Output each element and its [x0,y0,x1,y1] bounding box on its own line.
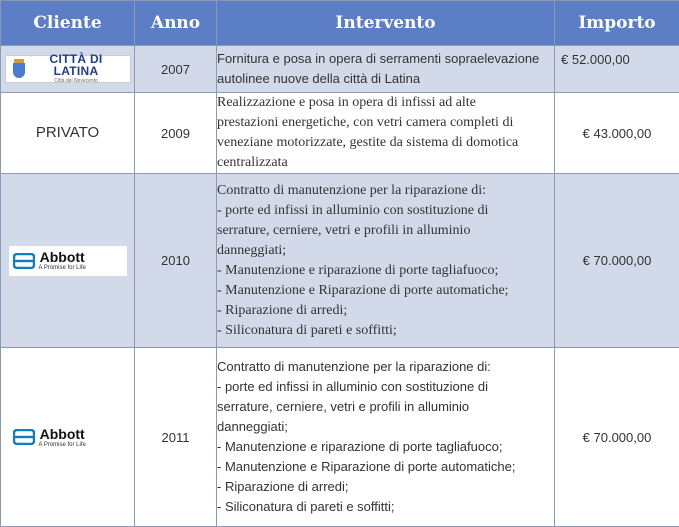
work-line: danneggiati; [217,417,554,437]
header-work: Intervento [217,1,555,46]
citta-di-latina-logo [5,55,131,83]
work-line: - Siliconatura di pareti e soffitti; [217,321,554,341]
work-line: - Manutenzione e Riparazione di porte automatiche; [217,281,554,301]
work-line: - Riparazione di arredi; [217,301,554,321]
client-cell [1,174,135,348]
work-line: veneziane motorizzate, gestite da sistema di domotica [217,133,554,153]
work-line: serrature, cerniere, vetri e profili in alluminio [217,397,554,417]
abbott-brand: Abbott [39,427,86,441]
table-row [1,46,679,93]
abbott-slogan: A Promise for Life [39,442,86,448]
abbott-logo [9,246,127,276]
header-price: Importo [555,1,679,46]
work-line: Fornitura e posa in opera di serramenti sopraelevazione [217,49,554,69]
price-cell: € 70.000,00 [555,348,679,527]
client-cell [1,93,135,174]
work-line: - Manutenzione e Riparazione di porte automatiche; [217,457,554,477]
work-line: autolinee nuove della città di Latina [217,69,554,89]
work-cell [217,93,555,174]
work-line: - porte ed infissi in alluminio con sostituzione di [217,377,554,397]
abbott-mark-icon [13,253,35,269]
work-line: - Riparazione di arredi; [217,477,554,497]
work-cell [217,348,555,527]
work-line: Realizzazione e posa in opera di infissi ad alte [217,93,554,113]
work-cell [217,46,555,93]
price-cell: € 52.000,00 [555,46,679,93]
table-row [1,348,679,527]
year-cell: 2011 [135,348,217,527]
header-client: Cliente [1,1,135,46]
price-cell: € 70.000,00 [555,174,679,348]
year-cell: 2007 [135,46,217,93]
work-line: - Siliconatura di pareti e soffitti; [217,497,554,517]
client-cell [1,46,135,93]
client-private-label: PRIVATO [36,124,99,141]
work-line: - Manutenzione e riparazione di porte tagliafuoco; [217,261,554,281]
work-cell [217,174,555,348]
abbott-slogan: A Promise for Life [39,265,86,271]
work-line: Contratto di manutenzione per la riparazione di: [217,357,554,377]
work-line: - Manutenzione e riparazione di porte tagliafuoco; [217,437,554,457]
year-cell: 2010 [135,174,217,348]
client-cell [1,348,135,527]
work-line: danneggiati; [217,241,554,261]
work-line: serrature, cerniere, vetri e profili in alluminio [217,221,554,241]
abbott-brand: Abbott [39,250,86,264]
year-cell: 2009 [135,93,217,174]
abbott-mark-icon [13,429,35,445]
work-line: Contratto di manutenzione per la riparazione di: [217,181,554,201]
header-row [1,1,679,46]
header-year: Anno [135,1,217,46]
table-row [1,174,679,348]
latina-crest-icon [12,59,25,79]
work-line: - porte ed infissi in alluminio con sostituzione di [217,201,554,221]
work-line: centralizzata [217,153,554,173]
work-line: prestazioni energetiche, con vetri camera completi di [217,113,554,133]
price-cell: € 43.000,00 [555,93,679,174]
table-row [1,93,679,174]
abbott-logo [9,422,127,452]
latina-logo-name: CITTÀ DI LATINA [29,53,124,77]
latina-logo-tagline: Città del Novecento [29,79,124,84]
